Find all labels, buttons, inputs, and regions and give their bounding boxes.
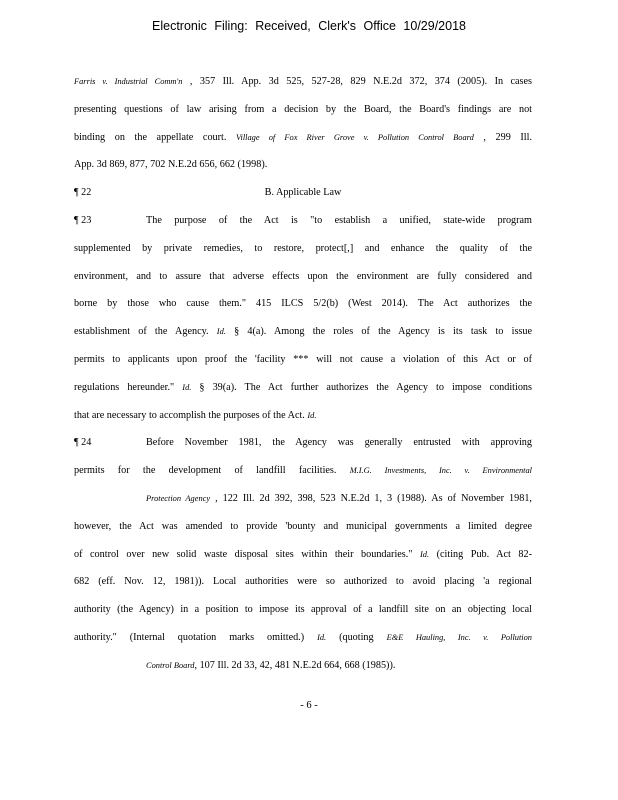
paragraph-number: ¶ 24 (74, 437, 92, 449)
text-run: supplemented by private remedies, to restore, protect[,] and enhance the quality of the (74, 242, 532, 254)
text-line (74, 374, 532, 402)
text-line (74, 290, 532, 318)
text-run: authority (the Agency) in a position to impose its approval of a landfill site on an objecting local (74, 604, 532, 616)
text-run: Before November 1981, the Agency was generally entrusted with approving (146, 437, 532, 449)
section-heading: B. Applicable Law (264, 187, 342, 199)
filing-header: Electronic Filing: Received, Clerk's Office 10/29/2018 (152, 19, 466, 33)
text-line (74, 318, 532, 346)
text-run: permits to applicants upon proof the 'facility *** will not cause a violation of this Act or of (74, 353, 532, 365)
text-line (74, 541, 532, 569)
text-run: 682 (eff. Nov. 12, 1981)). Local authorities were so authorized to avoid placing 'a regional (74, 576, 532, 588)
text-run: establishment of the Agency. (74, 326, 217, 338)
case-citation: Control Board (146, 660, 195, 670)
text-line (74, 568, 532, 596)
text-line (74, 179, 532, 207)
text-line (74, 235, 532, 263)
text-line (74, 151, 532, 179)
paragraph-number: ¶ 23 (74, 214, 92, 226)
case-citation: Protection Agency (146, 493, 211, 503)
text-run: authority." (Internal quotation marks omitted.) (74, 631, 318, 643)
text-run: presenting questions of law arising from a decision by the Board, the Board's findings are not (74, 103, 532, 115)
case-citation: M.I.G. Investments, Inc. v. Environmental (349, 466, 532, 476)
case-citation: E&E Hauling, Inc. v. Pollution (386, 632, 532, 642)
text-line (74, 513, 532, 541)
text-run: binding on the appellate court. (74, 131, 237, 143)
text-line (74, 485, 532, 513)
opinion-text (74, 68, 532, 680)
text-line (74, 402, 532, 430)
text-run: of control over new solid waste disposal sites within their boundaries." (74, 548, 421, 560)
text-run: § 39(a). The Act further authorizes the Agency to impose conditions (191, 381, 532, 393)
text-line (74, 96, 532, 124)
text-run: , 357 Ill. App. 3d 525, 527-28, 829 N.E.2d 372, 374 (2005). In cases (182, 76, 533, 87)
text-line (74, 124, 532, 152)
text-run: The purpose of the Act is "to establish a unified, state-wide program (146, 214, 532, 226)
case-citation: Id. (182, 382, 192, 392)
text-run: (citing Pub. Act 82- (429, 548, 532, 560)
case-citation: Id. (307, 410, 317, 420)
case-citation: Farris v. Industrial Comm'n (74, 77, 183, 86)
text-run: , 299 Ill. (473, 131, 533, 143)
text-run: App. 3d 869, 877, 702 N.E.2d 656, 662 (1998). (74, 159, 268, 171)
text-line (74, 263, 532, 291)
case-citation: Id. (216, 327, 226, 337)
text-line (74, 429, 532, 457)
text-run: regulations hereunder." (74, 381, 183, 393)
text-line (74, 346, 532, 374)
paragraph-number: ¶ 22 (74, 187, 92, 199)
text-line (74, 652, 532, 680)
text-run: that are necessary to accomplish the purposes of the Act. (74, 409, 308, 421)
text-run: borne by those who cause them." 415 ILCS 5/2(b) (West 2014). The Act authorizes the (74, 298, 532, 310)
text-run: environment, and to assure that adverse effects upon the environment are fully considered and (74, 270, 532, 282)
text-run: (quoting (326, 631, 387, 643)
text-run: § 4(a). Among the roles of the Agency is its task to issue (225, 326, 532, 338)
case-citation: Id. (317, 632, 327, 642)
text-line (74, 457, 532, 485)
text-line (74, 207, 532, 235)
text-run: however, the Act was amended to provide 'bounty and municipal governments a limited degree (74, 520, 532, 532)
text-run: , 107 Ill. 2d 33, 42, 481 N.E.2d 664, 668 (1985)). (194, 659, 396, 671)
text-line (74, 68, 532, 96)
text-line (74, 596, 532, 624)
case-citation: Village of Fox River Grove v. Pollution Control Board (236, 132, 474, 142)
text-run: , 122 Ill. 2d 392, 398, 523 N.E.2d 1, 3 (1988). As of November 1981, (210, 492, 532, 504)
case-citation: Id. (420, 549, 430, 559)
text-line (74, 624, 532, 652)
text-run: permits for the development of landfill facilities. (74, 465, 350, 477)
page-number: - 6 - (300, 700, 318, 711)
